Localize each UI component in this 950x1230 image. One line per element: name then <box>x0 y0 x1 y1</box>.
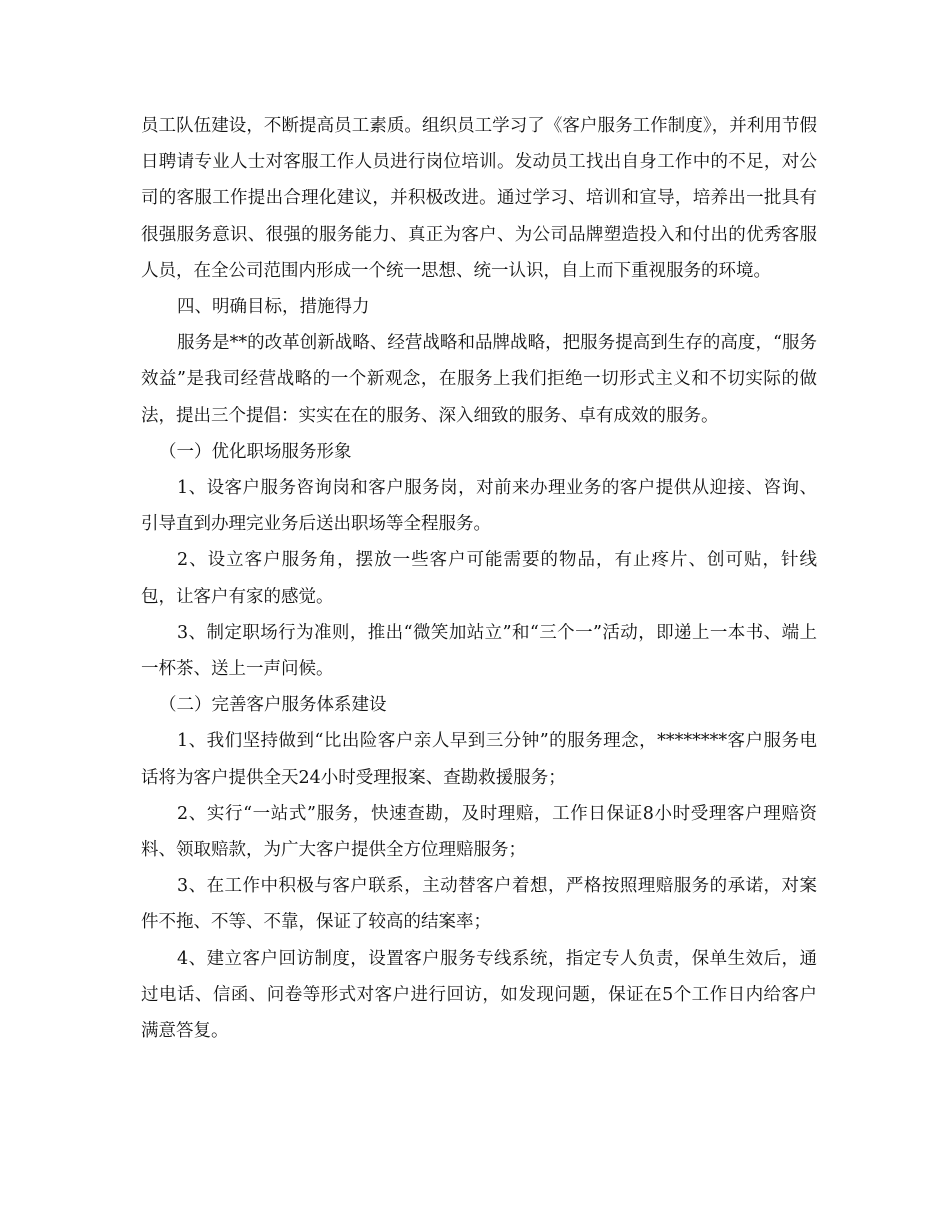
section-heading-4: 四、明确目标，措施得力 <box>177 297 370 318</box>
list-item-2-4: 4、建立客户回访制度，设置客户服务专线系统，指定专人负责，保单生效后，通过电话、信函、问卷等形式对客户进行回访，如发现问题，保证在5个工作日内给客户满意答复。 <box>141 948 817 1042</box>
list-item-1-2: 2、设立客户服务角，摆放一些客户可能需要的物品，有止疼片、创可贴，针线包，让客户有家的感觉。 <box>141 550 817 607</box>
paragraph-service-strategy: 服务是**的改革创新战略、经营战略和品牌战略，把服务提高到生存的高度，“服务效益”是我司经营战略的一个新观念，在服务上我们拒绝一切形式主义和不切实际的做法，提出三个提倡：实实在在的服务、深入细致的服务、卓有成效的服务。 <box>141 333 817 426</box>
list-item-1-3: 3、制定职场行为准则，推出“微笑加站立”和“三个一”活动，即递上一本书、端上一杯茶、送上一声问候。 <box>141 622 817 680</box>
document-body <box>141 108 817 1049</box>
list-item-2-1: 1、我们坚持做到“比出险客户亲人早到三分钟”的服务理念，********客户服务电话将为客户提供全天24小时受理报案、查勘救援服务； <box>141 731 817 788</box>
sub-heading-2: （二）完善客户服务体系建设 <box>159 695 387 716</box>
sub-heading-1: （一）优化职场服务形象 <box>159 441 352 462</box>
list-item-2-3: 3、在工作中积极与客户联系，主动替客户着想，严格按照理赔服务的承诺，对案件不拖、不等、不靠，保证了较高的结案率； <box>141 876 817 933</box>
list-item-2-2: 2、实行“一站式”服务，快速查勘，及时理赔，工作日保证8小时受理客户理赔资料、领取赔款，为广大客户提供全方位理赔服务； <box>141 803 817 861</box>
paragraph-staff-building: 员工队伍建设，不断提高员工素质。组织员工学习了《客户服务工作制度》，并利用节假日聘请专业人士对客服工作人员进行岗位培训。发动员工找出自身工作中的不足，对公司的客服工作提出合理化建议，并积极改进。通过学习、培训和宣导，培养出一批具有很强服务意识、很强的服务能力、真正为客户、为公司品牌塑造投入和付出的优秀客服人员，在全公司范围内形成一个统一思想、统一认识，自上而下重视服务的环境。 <box>141 116 817 281</box>
list-item-1-1: 1、设客户服务咨询岗和客户服务岗，对前来办理业务的客户提供从迎接、咨询、引导直到办理完业务后送出职场等全程服务。 <box>141 478 817 535</box>
